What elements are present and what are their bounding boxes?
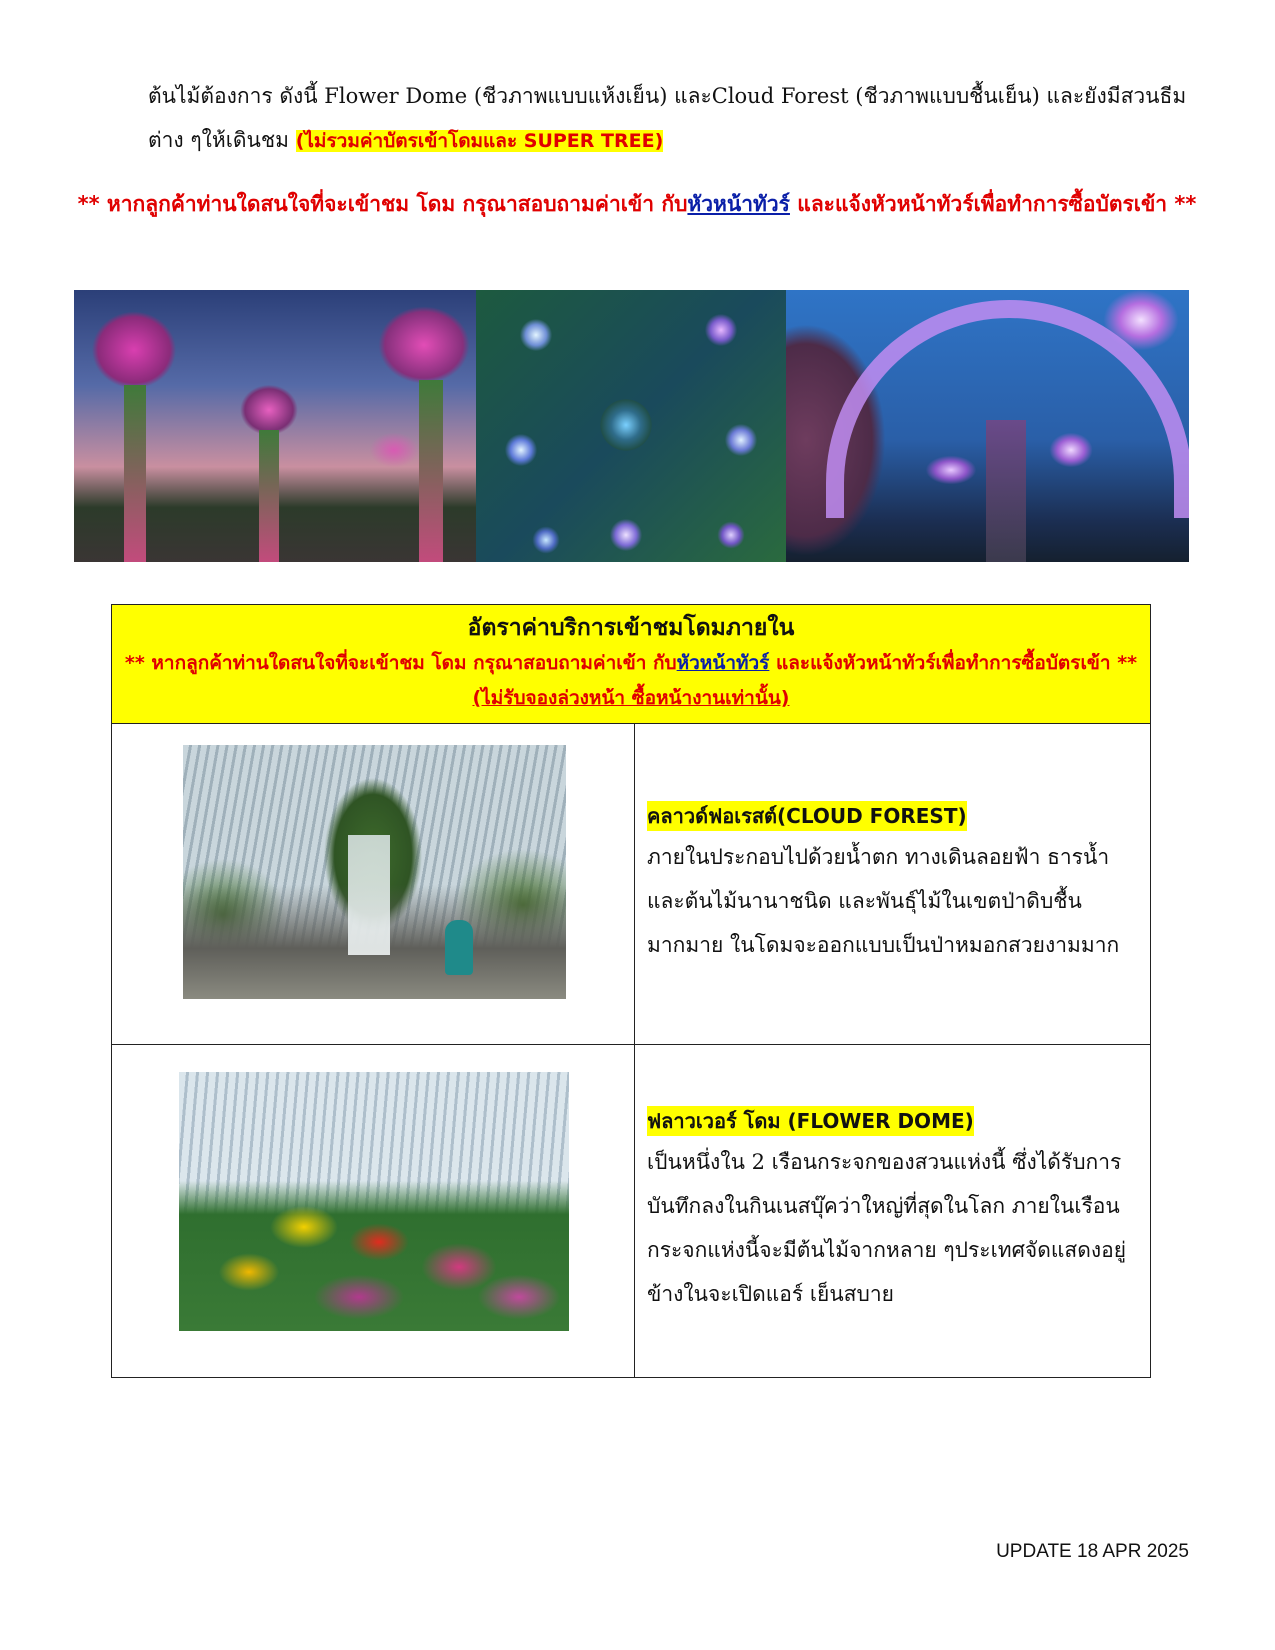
supertree-trunk [124,385,146,562]
intro-highlight: (ไม่รวมค่าบัตรเข้าโดมและ SUPER TREE) [295,130,664,152]
supertree-photo-1 [74,290,476,562]
waterfall [348,835,390,955]
supertree-aerial-photo [476,290,786,562]
ticket-notice [72,182,1202,226]
table-title: อัตราค่าบริการเข้าชมโดมภายใน [467,615,795,641]
intro-paragraph [148,74,1198,163]
cloud-forest-image-cell [112,724,635,1045]
cloud-forest-text-cell [635,724,1151,1045]
flower-dome-text-cell [635,1045,1151,1378]
flower-dome-description: เป็นหนึ่งใน 2 เรือนกระจกของสวนแห่งนี้ ซึ่งได้รับการบันทึกลงในกินเนสบุ๊คว่าใหญ่ที่สุดในโลก ภายในเรือนกระจกแห่งนี้จะมีต้นไม้จากหลาย ๆประเทศจัดแสดงอยู่ข้างในจะเปิดแอร์ เย็นสบาย [647,1150,1127,1306]
supertree-trunk [419,380,443,562]
table-header [112,605,1151,724]
table-notice-after: และแจ้งหัวหน้าทัวร์เพื่อทำการซื้อบัตรเข้า ** [769,652,1138,674]
flower-dome-title: ฟลาวเวอร์ โดม (FLOWER DOME) [647,1106,974,1136]
notice-after: และแจ้งหัวหน้าทัวร์เพื่อทำการซื้อบัตรเข้า ** [789,192,1197,216]
table-row [112,724,1151,1045]
statue [445,920,473,975]
table-row [112,1045,1151,1378]
notice-before: ** หากลูกค้าท่านใดสนใจที่จะเข้าชม โดม กรุณาสอบถามค่าเข้า กับ [77,192,688,216]
cloud-forest-photo [183,745,566,999]
table-notice [122,645,1140,681]
intro-text: ต้นไม้ต้องการ ดังนี้ Flower Dome (ชีวภาพแบบแห้งเย็น) และCloud Forest (ชีวภาพแบบชื้นเย็น) และยังมีสวนธีมต่าง ๆให้เดินชม [148,84,1187,152]
dome-price-table [111,604,1151,1378]
table-booking-note: (ไม่รับจองล่วงหน้า ซื้อหน้างานเท่านั้น) [472,687,790,709]
supertree-skyway-photo [786,290,1189,562]
supertree-trunk [259,430,279,562]
cloud-forest-title: คลาวด์ฟอเรสต์(CLOUD FOREST) [647,801,967,831]
table-tour-leader-link[interactable]: หัวหน้าทัวร์ [676,652,770,674]
flower-dome-image-cell [112,1045,635,1378]
update-date: UPDATE 18 APR 2025 [996,1541,1189,1562]
cloud-forest-description: ภายในประกอบไปด้วยน้ำตก ทางเดินลอยฟ้า ธารน้ำ และต้นไม้นานาชนิด และพันธุ์ไม้ในเขตป่าดิบชื้นมากมาย ในโดมจะออกแบบเป็นป่าหมอกสวยงามมาก [647,845,1120,957]
table-notice-before: ** หากลูกค้าท่านใดสนใจที่จะเข้าชม โดม กรุณาสอบถามค่าเข้า กับ [124,652,677,674]
supertree-trunk [986,420,1026,562]
flower-dome-photo [179,1072,569,1331]
tour-leader-link[interactable]: หัวหน้าทัวร์ [687,192,790,216]
